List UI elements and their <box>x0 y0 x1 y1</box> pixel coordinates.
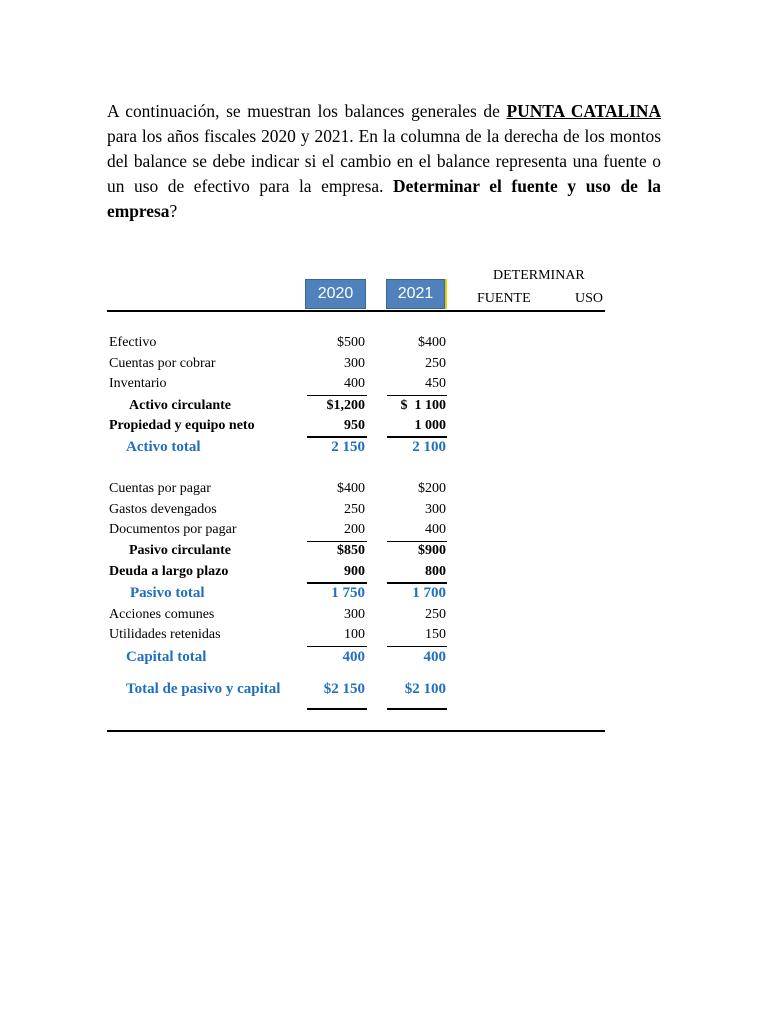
subtotal-rule <box>387 582 447 584</box>
subtotal-rule <box>387 395 447 396</box>
table-row <box>0 398 768 418</box>
value-2021: $400 <box>418 335 446 350</box>
value-2021: 1 000 <box>414 418 446 433</box>
table-row <box>0 418 768 438</box>
value-2020: 300 <box>344 356 365 371</box>
row-label: Propiedad y equipo neto <box>109 418 255 433</box>
value-2021: 800 <box>425 564 446 579</box>
table-row <box>0 439 768 459</box>
value-2020: $2 150 <box>323 681 365 697</box>
table-row <box>0 502 768 522</box>
value-2020: $500 <box>337 335 365 350</box>
value-2021: $900 <box>418 543 446 558</box>
table-row <box>0 649 768 669</box>
subtotal-rule <box>387 646 447 647</box>
row-label: Cuentas por cobrar <box>109 356 216 371</box>
value-2021: 150 <box>425 627 446 642</box>
row-label: Gastos devengados <box>109 502 217 517</box>
subtotal-rule <box>307 541 367 542</box>
row-label: Capital total <box>126 649 207 665</box>
year-2021-header: 2021 <box>386 279 445 309</box>
value-2020: 1 750 <box>331 585 365 601</box>
row-label: Activo total <box>126 439 201 455</box>
intro-bold-question: Determinar el fuente y uso de la empresa <box>107 176 661 221</box>
value-2020: 400 <box>344 376 365 391</box>
table-row <box>0 543 768 563</box>
table-row <box>0 627 768 647</box>
value-2021: 2 100 <box>412 439 446 455</box>
table-row <box>0 481 768 501</box>
subtotal-rule <box>307 436 367 438</box>
table-row <box>0 376 768 396</box>
table-row <box>0 585 768 605</box>
row-label: Cuentas por pagar <box>109 481 211 496</box>
intro-text-1: A continuación, se muestran los balances generales de <box>107 101 507 121</box>
row-label: Pasivo total <box>130 585 205 601</box>
instructions-paragraph <box>107 99 661 224</box>
subtotal-rule <box>387 541 447 542</box>
row-label: Total de pasivo y capital <box>126 681 281 697</box>
footer-rule <box>107 730 605 732</box>
value-2020: 400 <box>342 649 365 665</box>
value-2021: $2 100 <box>404 681 446 697</box>
value-2020: 300 <box>344 607 365 622</box>
row-label: Pasivo circulante <box>129 543 232 558</box>
total-rule <box>387 708 447 710</box>
subtotal-rule <box>307 582 367 584</box>
value-2021: $ 1 100 <box>400 398 446 413</box>
determinar-header: DETERMINAR <box>493 268 585 283</box>
value-2020: 100 <box>344 627 365 642</box>
row-label: Inventario <box>109 376 167 391</box>
value-2020: $1,200 <box>326 398 365 413</box>
fuente-header: FUENTE <box>477 291 531 306</box>
table-row <box>0 681 768 701</box>
value-2020: 2 150 <box>331 439 365 455</box>
row-label: Documentos por pagar <box>109 522 237 537</box>
total-rule <box>307 708 367 710</box>
intro-text-3: ? <box>169 201 178 221</box>
value-2020: 250 <box>344 502 365 517</box>
table-row <box>0 522 768 542</box>
value-2021: 250 <box>425 356 446 371</box>
subtotal-rule <box>307 395 367 396</box>
row-label: Efectivo <box>109 335 157 350</box>
company-name: PUNTA CATALINA <box>506 101 662 121</box>
value-2021: 450 <box>425 376 446 391</box>
value-2021: 400 <box>425 522 446 537</box>
value-2021: 400 <box>423 649 446 665</box>
subtotal-rule <box>307 646 367 647</box>
value-2021: 250 <box>425 607 446 622</box>
table-row <box>0 356 768 376</box>
intro-text-2: para los años fiscales 2020 y 2021. En la columna de la derecha de los montos del balance se debe indicar si el cambio en el balance representa una fuente o un uso de efectivo para la empresa. <box>107 126 661 196</box>
year-2020-header: 2020 <box>305 279 366 309</box>
table-row <box>0 335 768 355</box>
value-2020: 950 <box>344 418 365 433</box>
value-2020: $400 <box>337 481 365 496</box>
table-row <box>0 564 768 584</box>
value-2020: 200 <box>344 522 365 537</box>
value-2020: $850 <box>337 543 365 558</box>
row-label: Utilidades retenidas <box>109 627 221 642</box>
value-2020: 900 <box>344 564 365 579</box>
row-label: Acciones comunes <box>109 607 215 622</box>
subtotal-rule <box>387 436 447 438</box>
value-2021: $200 <box>418 481 446 496</box>
uso-header: USO <box>575 291 604 306</box>
value-2021: 300 <box>425 502 446 517</box>
row-label: Deuda a largo plazo <box>109 564 229 579</box>
value-2021: 1 700 <box>412 585 446 601</box>
header-rule <box>107 310 605 312</box>
row-label: Activo circulante <box>129 398 231 413</box>
table-row <box>0 607 768 627</box>
